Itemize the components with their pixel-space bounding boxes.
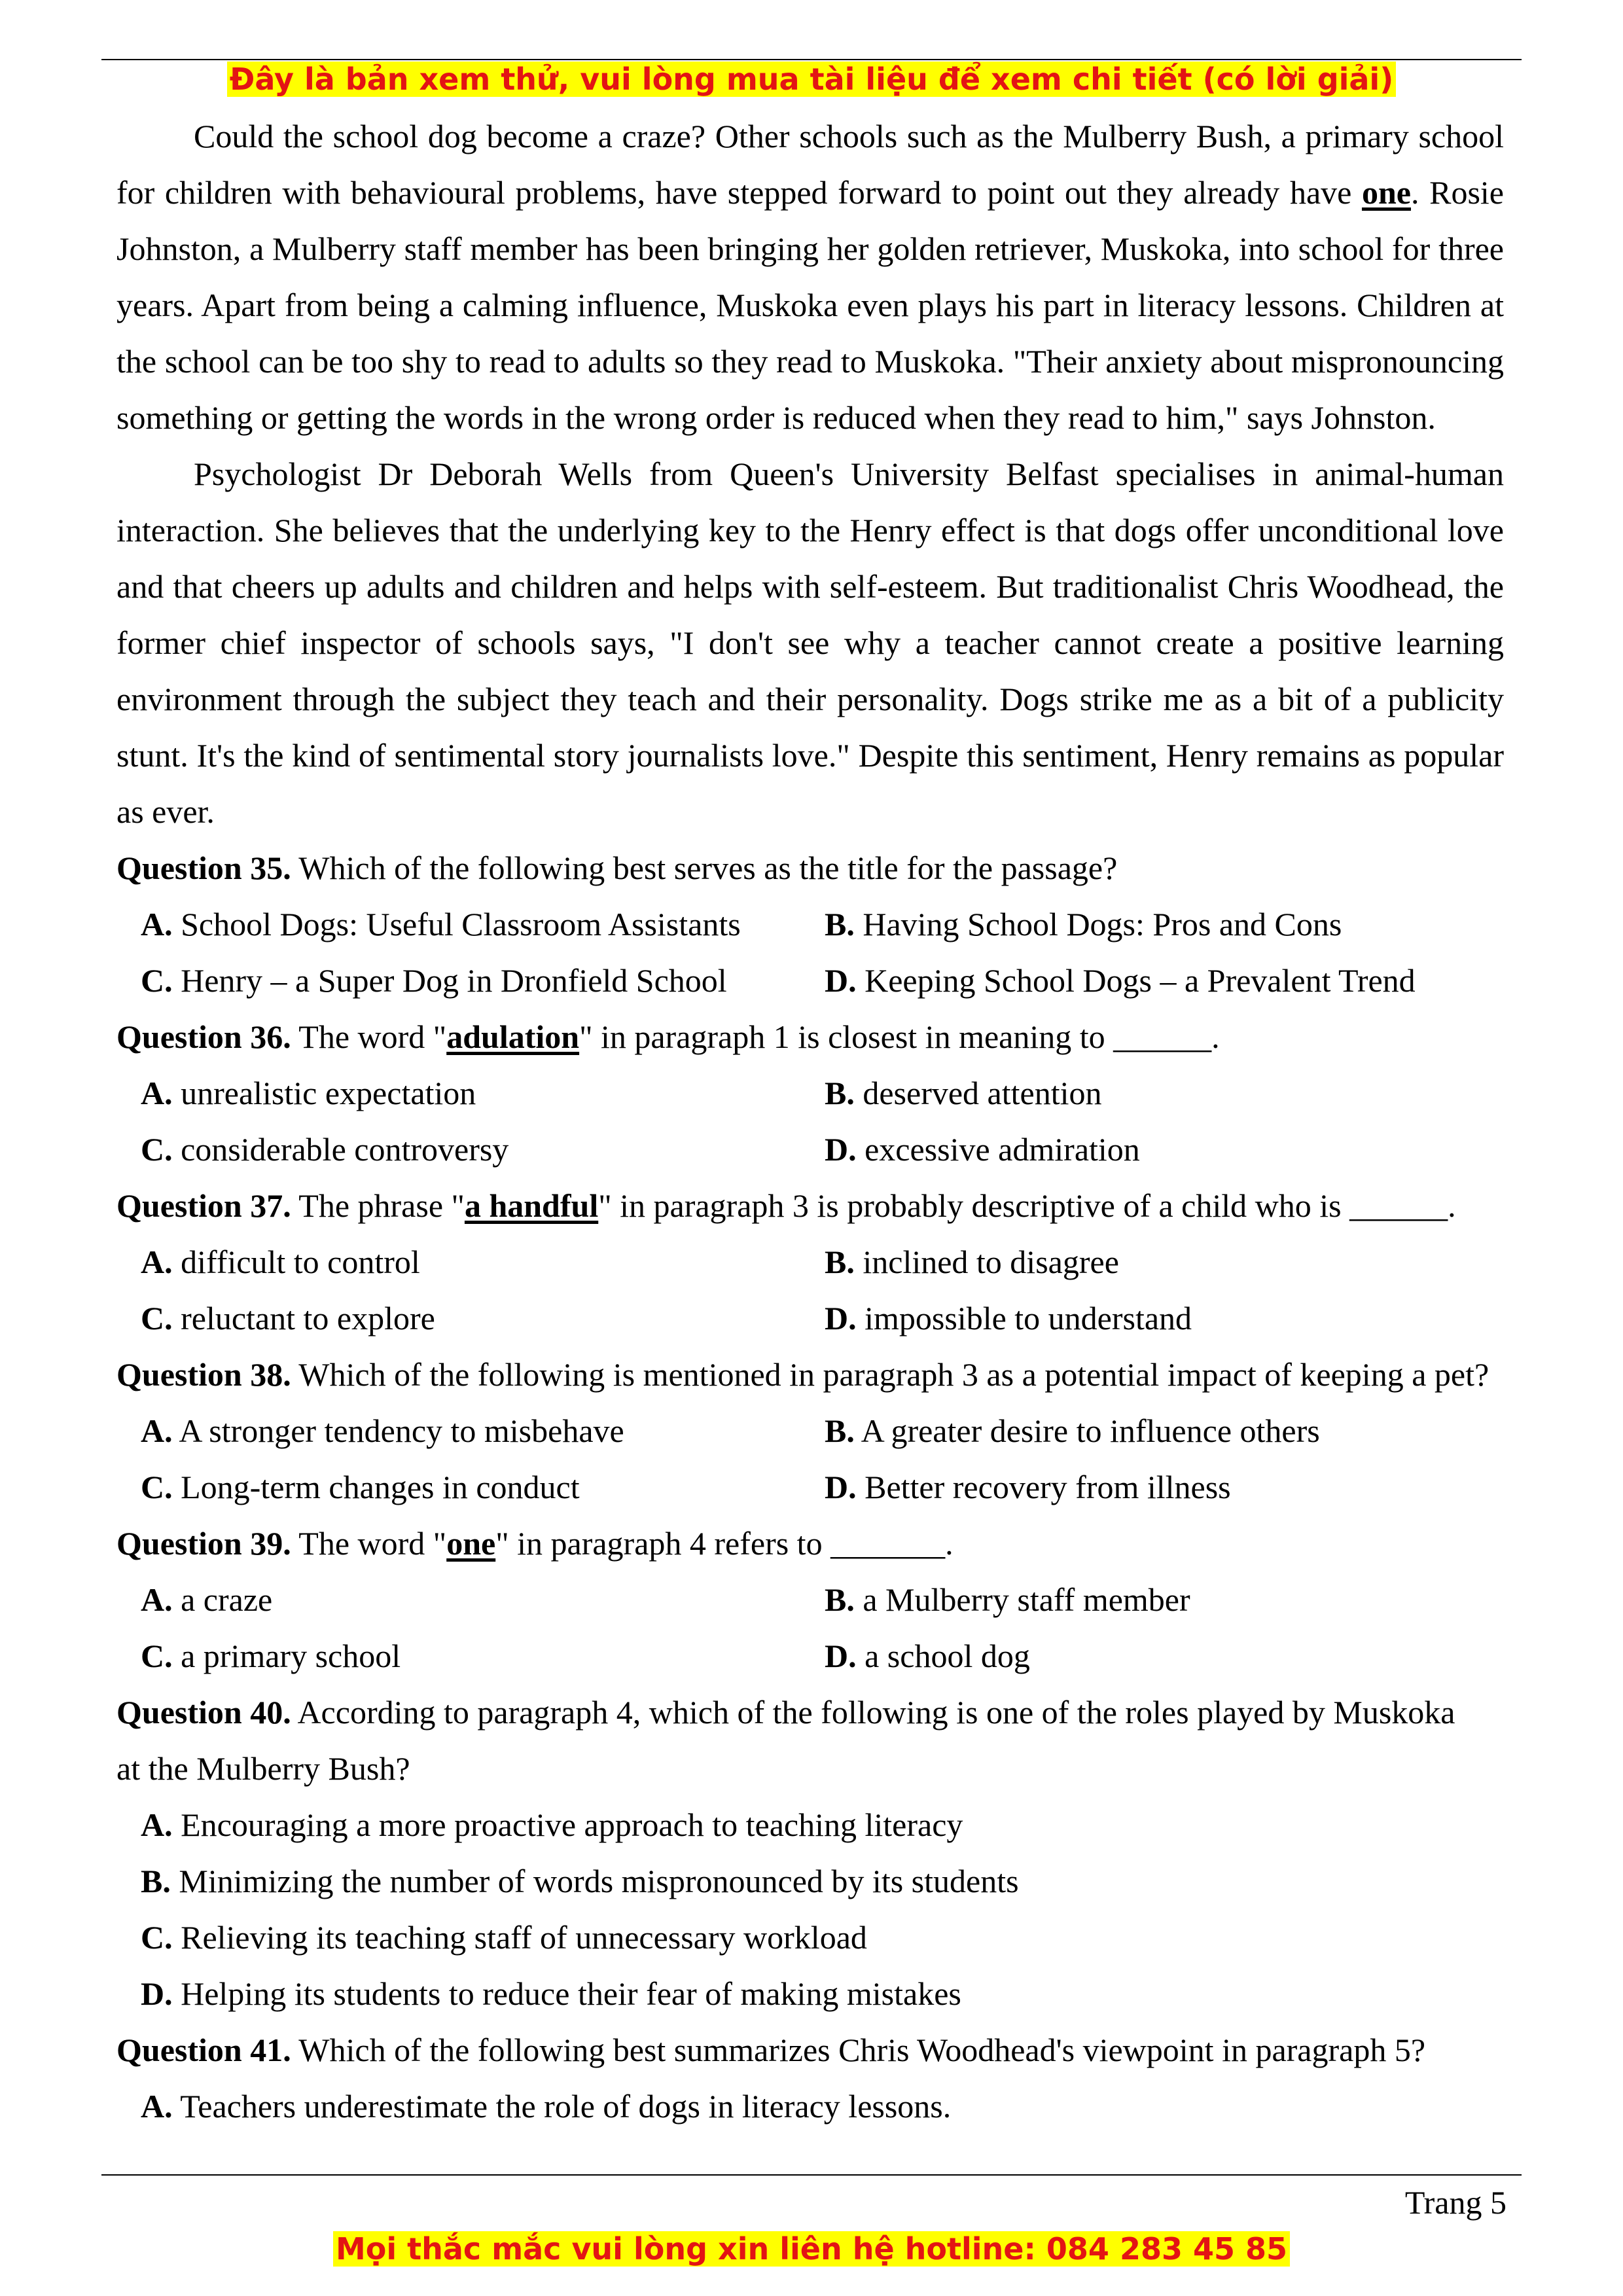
question-37: Question 37. The phrase "a handful" in paragraph 3 is probably descriptive of a child who is ______. (116, 1187, 1456, 1224)
options-35 (116, 896, 1504, 1009)
passage-paragraph-4: Could the school dog become a craze? Other schools such as the Mulberry Bush, a primary school for children with behavioural problems, have stepped forward to point out they already have one. Rosie Johnston, a Mulberry staff member has been bringing her golden retriever, Muskoka, into school for three years. Apart from being a calming influence, Muskoka even plays his part in literacy lessons. Children at the school can be too shy to read to adults so they read to Muskoka. "Their anxiety about mispronouncing something or getting the words in the wrong order is reduced when they read to him," says Johnston. (116, 118, 1504, 436)
option-36-a[interactable]: A. unrealistic expectation (141, 1075, 476, 1111)
option-38-c[interactable]: C. Long-term changes in conduct (141, 1469, 580, 1505)
option-39-a[interactable]: A. a craze (141, 1581, 273, 1618)
question-40: Question 40. According to paragraph 4, which of the following is one of the roles played by Muskoka at the Mulberry Bush? (116, 1694, 1455, 1787)
passage-paragraph-5: Psychologist Dr Deborah Wells from Queen's University Belfast specialises in animal-human interaction. She believes that the underlying key to the Henry effect is that dogs offer unconditional love and that cheers up adults and children and helps with self-esteem. But traditionalist Chris Woodhead, the former chief inspector of schools says, "I don't see why a teacher cannot create a positive learning environment through the subject they teach and their personality. Dogs strike me as a bit of a publicity stunt. It's the kind of sentimental story journalists love." Despite this sentiment, Henry remains as popular as ever. (116, 456, 1504, 830)
option-37-c[interactable]: C. reluctant to explore (141, 1300, 435, 1336)
option-38-a[interactable]: A. A stronger tendency to misbehave (141, 1412, 624, 1449)
option-37-b[interactable]: B. inclined to disagree (825, 1244, 1119, 1280)
option-40-c[interactable]: C. Relieving its teaching staff of unnecessary workload (141, 1919, 867, 1956)
option-39-b[interactable]: B. a Mulberry staff member (825, 1581, 1190, 1618)
option-40-b[interactable]: B. Minimizing the number of words mispronounced by its students (141, 1863, 1019, 1899)
option-37-d[interactable]: D. impossible to understand (825, 1300, 1192, 1336)
option-37-a[interactable]: A. difficult to control (141, 1244, 420, 1280)
option-40-a[interactable]: A. Encouraging a more proactive approach to teaching literacy (141, 1806, 963, 1843)
option-35-d[interactable]: D. Keeping School Dogs – a Prevalent Trend (825, 962, 1416, 999)
options-39 (116, 1571, 1504, 1684)
options-37 (116, 1234, 1504, 1346)
option-41-a[interactable]: A. Teachers underestimate the role of dogs in literacy lessons. (141, 2088, 952, 2125)
option-35-b[interactable]: B. Having School Dogs: Pros and Cons (825, 906, 1342, 942)
question-38: Question 38. Which of the following is mentioned in paragraph 3 as a potential impact of keeping a pet? (116, 1356, 1489, 1393)
preview-banner: Đây là bản xem thử, vui lòng mua tài liệu để xem chi tiết (có lời giải) (0, 59, 1623, 99)
option-36-b[interactable]: B. deserved attention (825, 1075, 1102, 1111)
document-body (116, 108, 1504, 2134)
option-36-d[interactable]: D. excessive admiration (825, 1131, 1140, 1168)
question-41: Question 41. Which of the following best summarizes Chris Woodhead's viewpoint in paragraph 5? (116, 2032, 1426, 2068)
option-38-b[interactable]: B. A greater desire to influence others (825, 1412, 1320, 1449)
question-39: Question 39. The word "one" in paragraph 4 refers to _______. (116, 1525, 954, 1562)
question-36: Question 36. The word "adulation" in paragraph 1 is closest in meaning to ______. (116, 1018, 1220, 1055)
option-38-d[interactable]: D. Better recovery from illness (825, 1469, 1231, 1505)
keyword-one: one (1361, 174, 1411, 211)
option-39-d[interactable]: D. a school dog (825, 1638, 1030, 1674)
options-36 (116, 1065, 1504, 1177)
option-36-c[interactable]: C. considerable controversy (141, 1131, 509, 1168)
options-38 (116, 1403, 1504, 1515)
option-35-c[interactable]: C. Henry – a Super Dog in Dronfield School (141, 962, 727, 999)
option-39-c[interactable]: C. a primary school (141, 1638, 401, 1674)
page-number: Trang 5 (1404, 2184, 1507, 2221)
hotline-banner: Mọi thắc mắc vui lòng xin liên hệ hotline: 084 283 45 85 (0, 2229, 1623, 2269)
option-40-d[interactable]: D. Helping its students to reduce their fear of making mistakes (141, 1975, 961, 2012)
question-35: Question 35. Which of the following best serves as the title for the passage? (116, 850, 1118, 886)
footer-rule (101, 2174, 1522, 2176)
option-35-a[interactable]: A. School Dogs: Useful Classroom Assistants (141, 906, 741, 942)
